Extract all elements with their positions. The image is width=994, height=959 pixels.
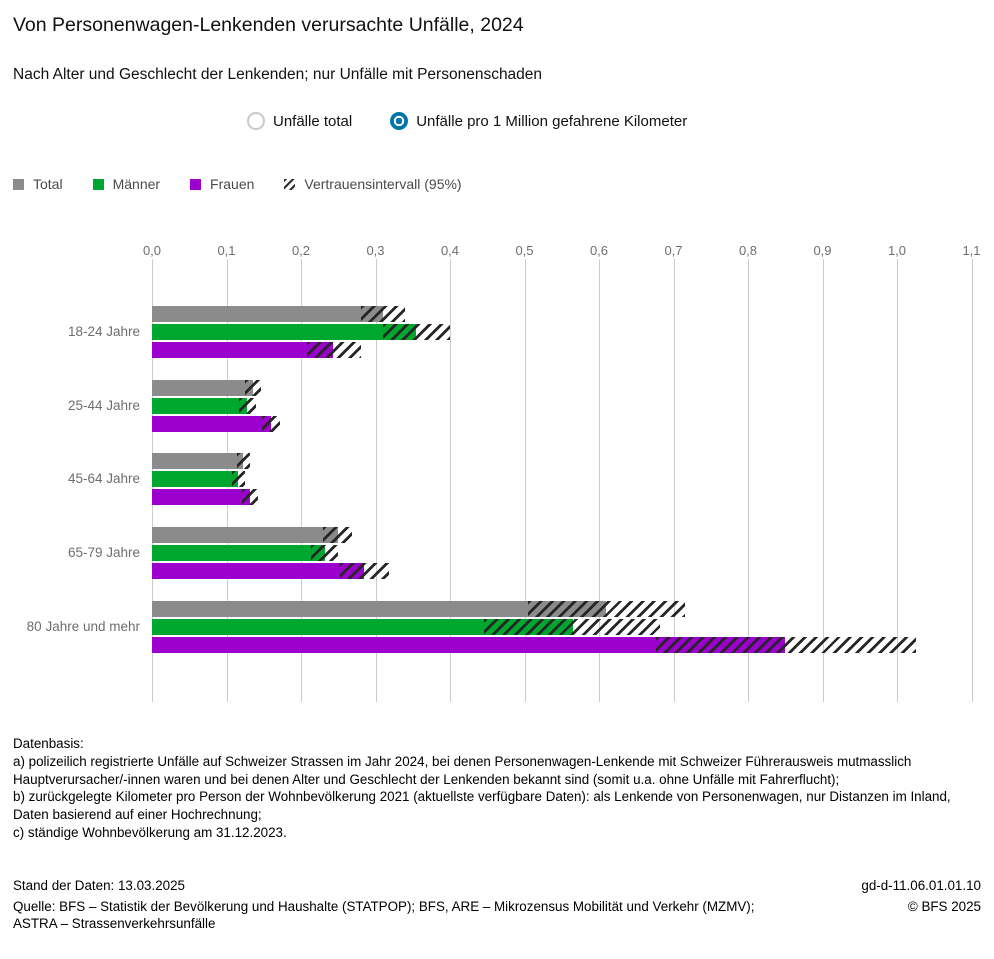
bar-25-44-jahre-frauen	[152, 416, 271, 432]
legend-item-vertrauensintervall-95[interactable]	[284, 176, 461, 192]
meta-source-row	[13, 898, 981, 933]
x-axis-tick-label: 0,1	[217, 243, 236, 258]
x-axis-tick-label: 0,9	[813, 243, 832, 258]
data-status: Stand der Daten: 13.03.2025	[13, 878, 185, 893]
legend	[13, 176, 462, 192]
bar-18-24-jahre-m-nner	[152, 324, 416, 340]
copyright-text: © BFS 2025	[907, 899, 981, 914]
category-label-25-44-jahre: 25-44 Jahre	[67, 397, 140, 413]
chart-code: gd-d-11.06.01.01.10	[861, 878, 981, 893]
category-label-80-jahre-und-mehr: 80 Jahre und mehr	[26, 618, 140, 634]
x-axis-tick-label: 1,0	[887, 243, 907, 258]
footnote-b: b) zurückgelegte Kilometer pro Person der Wohnbevölkerung 2021 (aktuellste verfügbare Daten): als Lenkende von Personenwagen, nur Distanzen im Inland, Daten basierend auf einer Hochrechnung;	[13, 789, 951, 823]
confidence-interval-45-64-jahre-frauen	[242, 489, 258, 505]
legend-label: Total	[33, 176, 63, 192]
bar-65-79-jahre-m-nner	[152, 545, 325, 561]
radio-option-label: Unfälle total	[273, 112, 353, 130]
confidence-interval-80-jahre-und-mehr-total	[528, 601, 684, 617]
gridline	[450, 259, 451, 702]
category-label-65-79-jahre: 65-79 Jahre	[67, 545, 140, 561]
color-swatch-icon	[190, 179, 201, 190]
category-label-18-24-jahre: 18-24 Jahre	[67, 324, 140, 339]
footnotes	[13, 735, 981, 842]
category-label-45-64-jahre: 45-64 Jahre	[67, 471, 140, 487]
bar-65-79-jahre-total	[152, 527, 338, 543]
x-axis-tick-label: 0,5	[515, 243, 534, 258]
confidence-interval-80-jahre-und-mehr-frauen	[656, 637, 915, 653]
gridline	[748, 259, 749, 702]
source-text: Quelle: BFS – Statistik der Bevölkerung und Haushalte (STATPOP); BFS, ARE – Mikrozensus Mobilität und Verkehr (MZMV); ASTRA – Strassenverkehrsunfälle	[13, 899, 755, 932]
bar-18-24-jahre-total	[152, 306, 383, 322]
confidence-interval-65-79-jahre-total	[323, 527, 351, 543]
legend-label: Frauen	[210, 176, 255, 192]
color-swatch-icon	[13, 179, 24, 190]
confidence-interval-65-79-jahre-frauen	[340, 563, 389, 579]
legend-label: Männer	[112, 176, 161, 192]
bar-65-79-jahre-frauen	[152, 563, 364, 579]
x-axis-tick-label: 0,8	[738, 243, 758, 258]
radio-selected-icon[interactable]	[390, 112, 408, 130]
radio-option-unf-lle-total[interactable]	[247, 112, 352, 130]
gridline	[823, 259, 824, 702]
bar-18-24-jahre-frauen	[152, 342, 333, 358]
confidence-interval-45-64-jahre-total	[237, 453, 250, 469]
confidence-interval-80-jahre-und-mehr-m-nner	[484, 619, 661, 635]
confidence-interval-18-24-jahre-frauen	[307, 342, 361, 358]
color-swatch-icon	[93, 179, 104, 190]
hatch-swatch-icon	[284, 179, 295, 190]
page-title: Von Personenwagen-Lenkenden verursachte Unfälle, 2024	[13, 14, 524, 36]
meta-stand-row	[13, 877, 981, 894]
gridline	[599, 259, 600, 702]
bar-45-64-jahre-frauen	[152, 489, 250, 505]
x-axis-tick-label: 0,2	[291, 243, 311, 258]
bar-25-44-jahre-m-nner	[152, 398, 247, 414]
legend-item-frauen[interactable]	[190, 176, 254, 192]
view-toggle	[247, 112, 687, 130]
confidence-interval-25-44-jahre-total	[245, 380, 261, 396]
radio-unselected-icon[interactable]	[247, 112, 265, 130]
confidence-interval-45-64-jahre-m-nner	[232, 471, 245, 487]
bar-chart	[0, 243, 994, 708]
bar-45-64-jahre-total	[152, 453, 243, 469]
legend-item-m-nner[interactable]	[93, 176, 160, 192]
confidence-interval-18-24-jahre-m-nner	[383, 324, 450, 340]
legend-label: Vertrauensintervall (95%)	[304, 176, 462, 192]
x-axis-tick-label: 0,0	[142, 243, 162, 258]
footnote-c: c) ständige Wohnbevölkerung am 31.12.2023.	[13, 825, 287, 841]
footnote-a: a) polizeilich registrierte Unfälle auf Schweizer Strassen im Jahr 2024, bei denen Personenwagen-Lenkende mit Schweizer Führerausweis mutmasslich Hauptverursacher/-innen waren und bei denen Alter und Geschlecht der Lenkenden bekannt sind (somit u.a. ohne Unfälle mit Fahrerflucht);	[13, 753, 912, 787]
confidence-interval-25-44-jahre-frauen	[262, 416, 280, 432]
radio-option-unf-lle-pro-1-million-gefahrene-kilometer[interactable]	[390, 112, 687, 130]
footnotes-title: Datenbasis:	[13, 736, 84, 751]
legend-item-total[interactable]	[13, 176, 63, 192]
gridline	[972, 259, 973, 702]
confidence-interval-65-79-jahre-m-nner	[311, 545, 339, 561]
x-axis-tick-label: 0,7	[664, 243, 683, 258]
x-axis-tick-label: 0,4	[440, 243, 460, 258]
gridline	[674, 259, 675, 702]
gridline	[897, 259, 898, 702]
page-subtitle: Nach Alter und Geschlecht der Lenkenden; nur Unfälle mit Personenschaden	[13, 66, 543, 83]
confidence-interval-25-44-jahre-m-nner	[239, 398, 255, 414]
bar-25-44-jahre-total	[152, 380, 253, 396]
x-axis-tick-label: 0,3	[366, 243, 385, 258]
x-axis-tick-label: 1,1	[962, 243, 981, 258]
bar-45-64-jahre-m-nner	[152, 471, 238, 487]
radio-option-label: Unfälle pro 1 Million gefahrene Kilometer	[416, 112, 688, 130]
gridline	[525, 259, 526, 702]
x-axis-tick-label: 0,6	[589, 243, 609, 258]
confidence-interval-18-24-jahre-total	[361, 306, 406, 322]
